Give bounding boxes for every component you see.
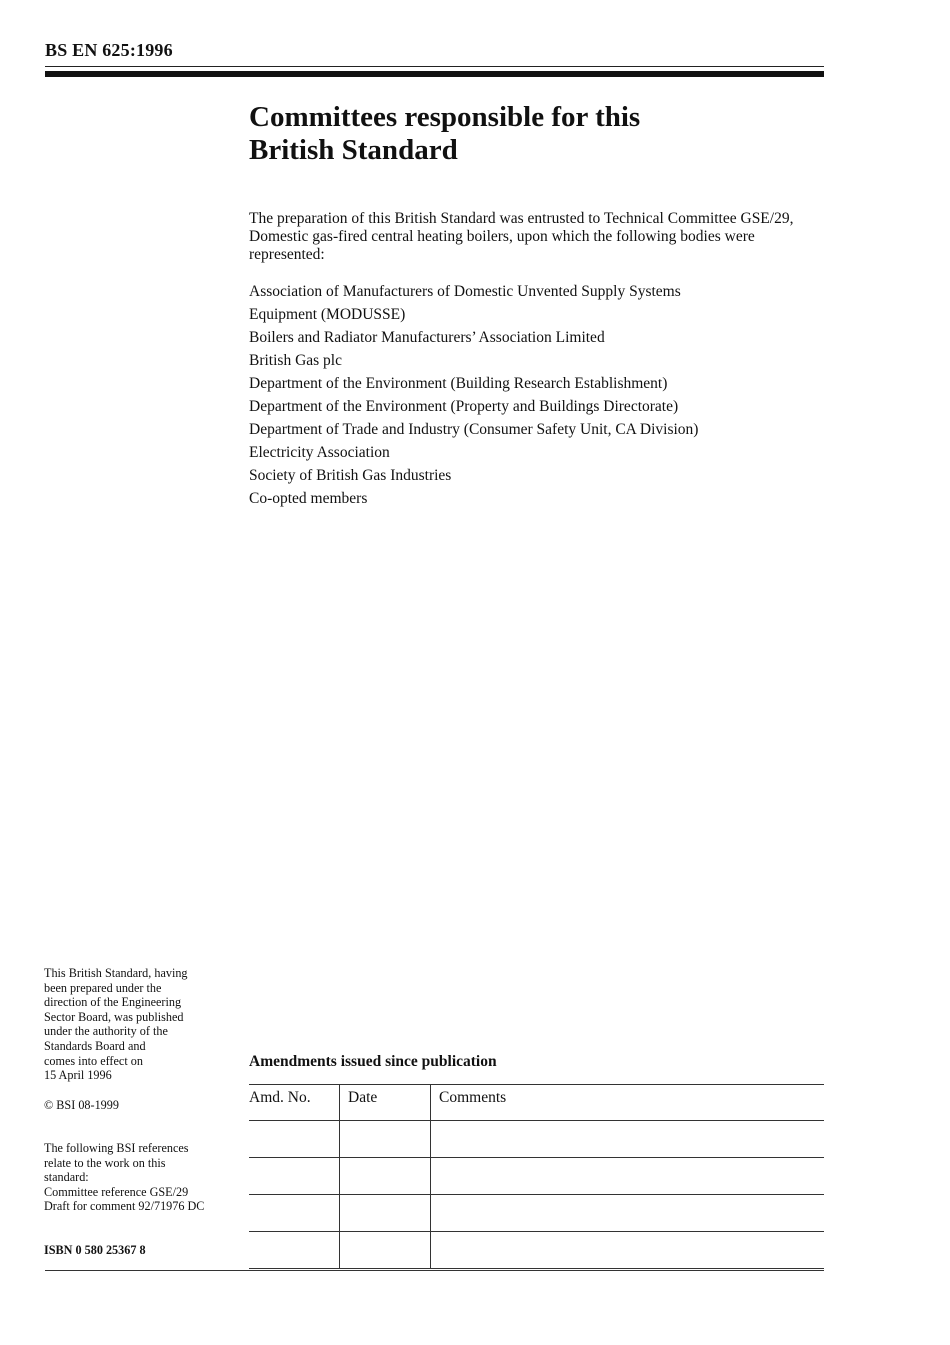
amendments-table (249, 1084, 824, 1269)
list-item: Equipment (MODUSSE) (249, 306, 406, 323)
table-cell (340, 1121, 431, 1158)
table-header-row (249, 1085, 824, 1121)
list-item: Association of Manufacturers of Domestic Unvented Supply Systems (249, 283, 681, 300)
bsi-references-line: Committee reference GSE/29 (44, 1184, 189, 1199)
table-row (249, 1158, 824, 1195)
table-cell (431, 1158, 825, 1195)
list-item: Department of the Environment (Property and Buildings Directorate) (249, 398, 679, 415)
copyright-notice: © BSI 08-1999 (44, 1098, 119, 1112)
page-title-line-2: British Standard (249, 134, 458, 166)
document-code: BS EN 625:1996 (45, 40, 173, 60)
list-item: British Gas plc (249, 352, 342, 369)
list-item: Boilers and Radiator Manufacturers’ Association Limited (249, 329, 605, 346)
table-cell (249, 1121, 340, 1158)
publication-note-line: 15 April 1996 (44, 1068, 112, 1083)
publication-note-line: under the authority of the (44, 1024, 168, 1039)
list-item: Electricity Association (249, 444, 390, 461)
publication-note-line: direction of the Engineering (44, 995, 182, 1010)
publication-note-line: comes into effect on (44, 1053, 143, 1068)
table-row (249, 1232, 824, 1269)
list-item: Department of Trade and Industry (Consumer Safety Unit, CA Division) (249, 421, 699, 438)
bsi-references-line: Draft for comment 92/71976 DC (44, 1199, 205, 1214)
table-row (249, 1121, 824, 1158)
table-row (249, 1195, 824, 1232)
publication-note-line: Standards Board and (44, 1038, 146, 1053)
table-cell (431, 1121, 825, 1158)
column-header-amd-no: Amd. No. (249, 1085, 340, 1121)
publication-note (44, 966, 234, 1083)
page-title-line-1: Committees responsible for this (249, 101, 641, 133)
intro-paragraph: The preparation of this British Standard was entrusted to Technical Committee GSE/29, Domestic gas-fired central heating boilers, upon which the following bodies were represented: (249, 210, 794, 263)
table-cell (431, 1195, 825, 1232)
publication-note-line: This British Standard, having (44, 966, 188, 980)
header-rule-thin (45, 66, 824, 67)
bsi-references (44, 1141, 234, 1214)
publication-note-line: been prepared under the (44, 980, 162, 995)
header-rule-thick (45, 71, 824, 77)
table-cell (340, 1158, 431, 1195)
table-cell (249, 1158, 340, 1195)
bsi-references-line: standard: (44, 1170, 89, 1185)
amendments-title: Amendments issued since publication (249, 1053, 497, 1070)
table-cell (431, 1232, 825, 1269)
table-cell (340, 1195, 431, 1232)
bsi-references-line: The following BSI references (44, 1141, 189, 1155)
column-header-date: Date (340, 1085, 431, 1121)
page-title (249, 101, 849, 167)
list-item: Co-opted members (249, 490, 368, 507)
table-cell (249, 1232, 340, 1269)
table-cell (249, 1195, 340, 1232)
footer-rule (45, 1270, 824, 1271)
isbn: ISBN 0 580 25367 8 (44, 1243, 146, 1257)
bsi-references-line: relate to the work on this (44, 1155, 166, 1170)
list-item: Society of British Gas Industries (249, 467, 452, 484)
publication-note-line: Sector Board, was published (44, 1009, 184, 1024)
list-item: Department of the Environment (Building Research Establishment) (249, 375, 668, 392)
table-cell (340, 1232, 431, 1269)
represented-bodies-list (249, 280, 829, 510)
column-header-comments: Comments (431, 1085, 825, 1121)
